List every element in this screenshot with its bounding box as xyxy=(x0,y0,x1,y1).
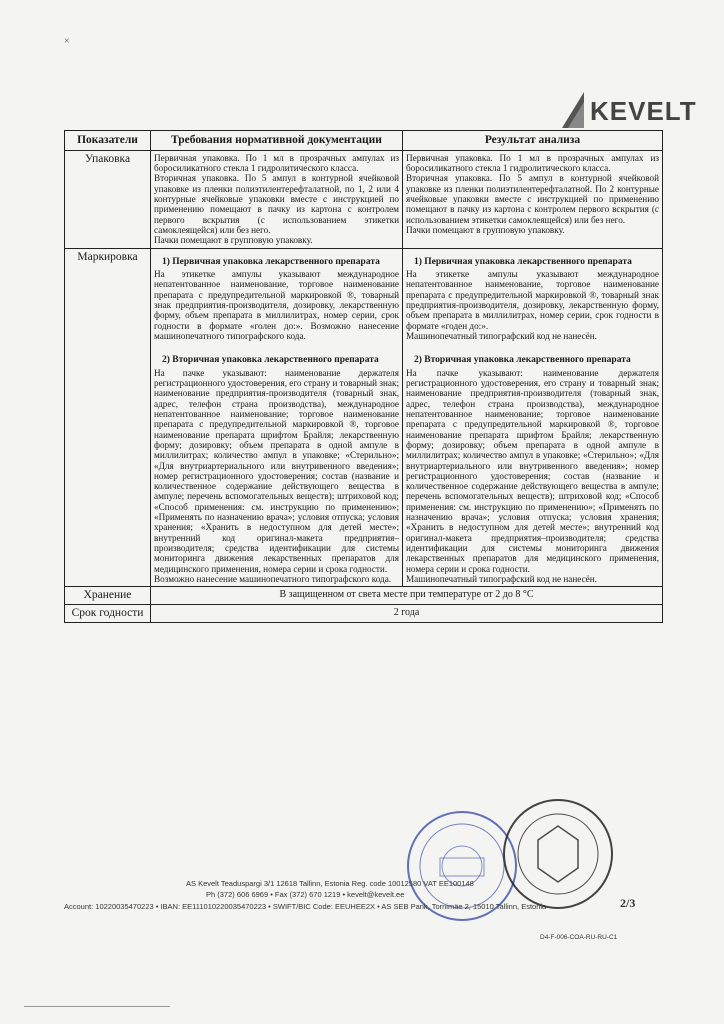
packaging-label: Упаковка xyxy=(65,150,151,248)
res-secondary-heading: 2) Вторичная упаковка лекарственного препарата xyxy=(414,355,631,366)
footer-line1: AS Kevelt Teaduspargi 3/1 12618 Tallinn, Estonia Reg. code 10012580 VAT EE100148 xyxy=(186,879,474,888)
labeling-row xyxy=(65,248,663,587)
footer-line3: Account: 10220035470223 • IBAN: EE111010220035470223 • SWIFT/BIC Code: EEUHEE2X • AS SEB Pank, Tornimäe 2, 15010 Tallinn, Estonia xyxy=(64,901,547,911)
packaging-result: Первичная упаковка. По 1 мл в прозрачных ампулах из боросиликатного стекла 1 гидролитического класса. Вторичная упаковка. По 5 ампул в контурной ячейковой упаковке из пленки полиэтилентерефталатной. По 2 контурные ячейковые упаковки вместе с инструкцией по применению помещают в пачку из картона с контролем первого вскрытия (с использованием этикетки самоклеящейся) или без него. Пачки помещают в групповую упаковку. xyxy=(406,152,659,235)
storage-value: В защищенном от света месте при температуре от 2 до 8 °С xyxy=(151,587,663,605)
packaging-row xyxy=(65,150,663,248)
storage-label: Хранение xyxy=(65,587,151,605)
footer-line2: Ph (372) 606 6969 • Fax (372) 670 1219 • kevelt@kevelt.ee xyxy=(206,890,405,900)
shelf-life-row xyxy=(65,604,663,622)
res-secondary-text: На пачке указывают: наименование держателя регистрационного удостоверения, его страну и товарный знак; наименование предприятия-производителя (товарный знак, адрес, телефон страна производства), международное непатентованное наименование; торговое наименование препарата с предупредительной маркировкой ®, торговое наименование препарата шрифтом Брайля; лекарственную форму; дозировку; объем препарата в одной ампуле в миллилитрах; количество ампул в упаковке; «Стерильно»; «Для внутриартериального или внутривенного введения»; номер регистрационного удостоверения; состав (название и количественное содержание действующего вещества в ампуле; перечень вспомогательных веществ); штриховой код; «Способ применения: см. инструкцию по применению»; «Применять по назначению врача»; условия отпуска; условия хранения; «Хранить в недоступном для детей месте»; внутренний код оригинал-макета предприятия–производителя; средства идентификации для системы мониторинга движения лекарственных препаратов для медицинского применения, номера серии и срока годности. Машинопечатный типографский код не нанесён. xyxy=(406,367,659,584)
logo-text: KEVELT xyxy=(590,96,697,126)
page-number: 2/3 xyxy=(620,896,636,910)
shelf-life-label: Срок годности xyxy=(65,604,151,622)
req-primary-heading: 1) Первичная упаковка лекарственного препарата xyxy=(162,256,380,267)
req-primary-text: На этикетке ампулы указывают международное непатентованное наименование, торговое наименование препарата с предупредительной маркировкой ®, товарный знак предприятия-производителя, дозировку, лекарственную форму, объем препарата в миллилитрах, номер серии, срок годности в формате «голен до:». Возможно нанесение машинопечатного типографского кода. xyxy=(154,269,399,341)
doc-code: D4-F-006-COA-RU-RU-C1 xyxy=(540,934,618,941)
req-secondary-heading: 2) Вторичная упаковка лекарственного препарата xyxy=(162,355,379,366)
bottom-divider xyxy=(24,1006,170,1007)
labeling-requirements-cell xyxy=(151,248,403,587)
analysis-table xyxy=(64,130,663,623)
req-secondary-text: На пачке указывают: наименование держателя регистрационного удостоверения, его страну и товарный знак; наименование предприятия-производителя (товарный знак, адрес, телефон страна производства), международное непатентованное наименование; торговое наименование препарата с предупредительной маркировкой ®, торговое наименование препарата шрифтом Брайля; лекарственную форму; дозировку; объем препарата в одной ампуле в миллилитрах; количество ампул в упаковке; «Стерильно»; «Для внутриартериального или внутривенного введения»; номер регистрационного удостоверения; состав (название и количественное содержание действующего вещества в ампуле; перечень вспомогательных веществ); штриховой код; «Способ применения: см. инструкцию по применению»; «Применять по назначению врача»; условия отпуска; условия хранения; «Хранить в недоступном для детей месте»; внутренний код оригинал-макета предприятия–производителя; средства идентификации для системы мониторинга движения лекарственных препаратов для медицинского применения, номера серии и срока годности. Возможно нанесение машинопечатного типографского кода. xyxy=(154,367,400,584)
res-primary-text: На этикетке ампулы указывают международное непатентованное наименование, торговое наименование препарата с предупредительной маркировкой ®, товарный знак предприятия-производителя, дозировку, лекарственную форму, объем препарата в миллилитрах, номер серии, срок годности в формате «годен до:». Машинопечатный типографский код не нанесён. xyxy=(406,269,659,341)
header-result: Результат анализа xyxy=(403,131,663,151)
labeling-label: Маркировка xyxy=(65,248,151,587)
corner-mark: × xyxy=(64,36,70,47)
storage-row xyxy=(65,587,663,605)
shelf-life-value: 2 года xyxy=(151,604,663,622)
header-row xyxy=(65,131,663,151)
packaging-requirements: Первичная упаковка. По 1 мл в прозрачных ампулах из боросиликатного стекла 1 гидролитического класса. Вторичная упаковка. По 5 ампул в контурной ячейковой упаковке из пленки полиэтилентерефталатной, по 1, 2 или 4 контурные ячейковые упаковки вместе с инструкцией по применению помещают в пачку из картона с контролем первого вскрытия (с использованием этикетки самоклеящейся) или без него. Пачки помещают в групповую упаковку. xyxy=(154,152,399,246)
header-requirements: Требования нормативной документации xyxy=(151,131,403,151)
footer xyxy=(64,878,624,912)
header-indicator: Показатели xyxy=(65,131,151,151)
res-primary-heading: 1) Первичная упаковка лекарственного препарата xyxy=(414,256,632,267)
labeling-result-cell xyxy=(403,248,663,587)
